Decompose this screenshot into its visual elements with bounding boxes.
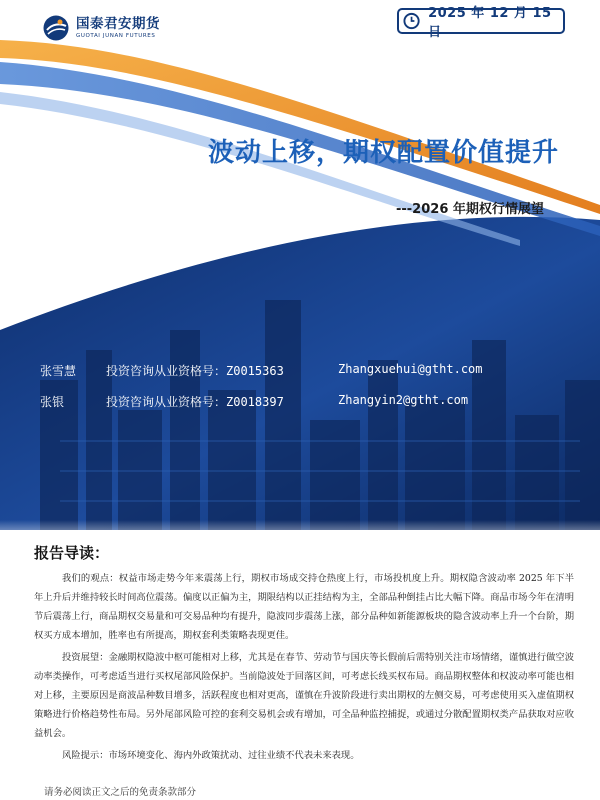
brand-name-en: GUOTAI JUNAN FUTURES (76, 32, 156, 39)
author-certificate: 投资咨询从业资格号：Z0018397 (106, 395, 284, 409)
author-name: 张雪慧 (40, 364, 77, 378)
guide-paragraph-outlook: 投资展望：金融期权隐波中枢可能相对上移，尤其是在春节、劳动节与国庆等长假前后需特别关注市场情绪，谨慎进行做空波动率类操作，可考虑适当进行买权尾部风险保护。当前隐波处于回落区间，可考虑长线买权布局。商品期权整体和权波动率可能也相对上移，主要原因是商波品种数目增多，活跃程度也相对更高，谨慎在升波阶段进行卖出期权的左侧交易，可考虑使用买入虚值期权策略进行价格趋势性布局。另外尾部风险可控的套利交易机会或有增加，可全品种监控捕捉，或通过分散配置期权类产品获取对应收益机会。 (34, 652, 574, 739)
guide-heading: 报告导读： (34, 544, 110, 562)
clock-icon (403, 12, 420, 30)
author-certificate: 投资咨询从业资格号：Z0015363 (106, 364, 284, 378)
author-email[interactable]: Zhangyin2@gtht.com (338, 393, 469, 407)
report-date: 2025 年 12 月 15 日 (428, 6, 552, 40)
guide-paragraph-view: 我们的观点：权益市场走势今年来震荡上行，期权市场成交持仓热度上行，市场投机度上升。期权隐含波动率 2025 年下半年上升后并维持较长时间高位震荡。偏度以正偏为主，期限结构以正挂结构为主，全部品种倒挂占比大幅下降。商品市场今年在清明节后震荡上行，商品期权交易量和可交易品种均有提升，隐波同步震荡上涨，部分品种如新能源板块的隐含波动率上升一个台阶，期权买方成本增加，胜率也有所提高，期权套利类策略表现更佳。 (34, 573, 574, 641)
author-name: 张银 (40, 395, 65, 409)
brand-name-cn: 国泰君安期货 (76, 15, 160, 32)
disclaimer-note: 请务必阅读正文之后的免责条款部分 (44, 787, 197, 798)
brand-logo (42, 14, 160, 42)
report-date-box (397, 6, 565, 40)
globe-logo-icon (42, 14, 70, 42)
author-email[interactable]: Zhangxuehui@gtht.com (338, 362, 483, 376)
report-title: 波动上移，期权配置价值提升 (208, 138, 560, 168)
guide-paragraph-risk: 风险提示：市场环境变化、海内外政策扰动、过往业绩不代表未来表现。 (62, 750, 360, 761)
report-subtitle: ---2026 年期权行情展望 (396, 202, 544, 217)
